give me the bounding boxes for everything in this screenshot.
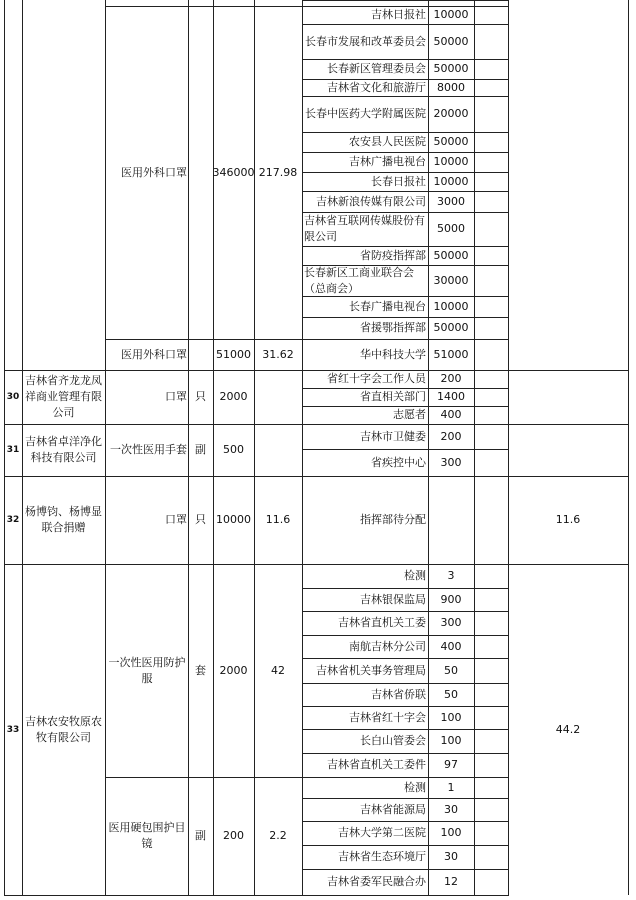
row-number: 31 — [6, 445, 20, 455]
recipient-quantity: 200 — [440, 372, 462, 385]
recipient-name: 志愿者 — [393, 408, 426, 421]
recipient-quantity: 400 — [440, 408, 462, 421]
unit: 只 — [195, 513, 206, 526]
recipient-name: 农安县人民医院 — [349, 135, 426, 148]
donor-name: 吉林农安牧原农牧有限公司 — [25, 714, 102, 744]
recipient-name: 吉林省机关事务管理局 — [316, 663, 426, 677]
recipient-quantity: 50000 — [433, 62, 469, 75]
recipient-quantity: 1400 — [437, 390, 465, 403]
column-border — [105, 0, 106, 895]
recipient-quantity: 50 — [444, 663, 458, 677]
quantity: 200 — [223, 829, 244, 842]
table-bottom-border — [4, 895, 509, 896]
recipient-name: 检测 — [404, 569, 426, 582]
recipient-quantity: 30000 — [433, 273, 469, 287]
recipient-name: 长春市发展和改革委员会 — [305, 34, 426, 48]
recipient-quantity: 3000 — [437, 194, 465, 208]
column-border — [474, 0, 475, 895]
recipient-quantity: 8000 — [437, 80, 465, 94]
recipient-quantity: 10000 — [433, 299, 469, 313]
recipient-name: 省疾控中心 — [371, 455, 426, 469]
item-name: 口罩 — [165, 390, 187, 403]
recipient-quantity: 50000 — [433, 135, 469, 148]
recipient-name: 吉林省能源局 — [360, 802, 426, 816]
recipient-name: 吉林省侨联 — [371, 687, 426, 701]
item-name: 医用外科口罩 — [121, 165, 187, 179]
unit — [188, 6, 213, 339]
recipient-name: 吉林省委军民融合办 — [327, 875, 426, 888]
recipient-name: 长春广播电视台 — [349, 299, 426, 313]
column-border — [22, 0, 23, 895]
unit: 只 — [195, 390, 206, 403]
recipient-name: 吉林省生态环境厅 — [338, 850, 426, 863]
recipient-name: 长春日报社 — [371, 174, 426, 188]
unit: 副 — [195, 443, 206, 456]
recipient-name: 吉林省直机关工委 — [338, 616, 426, 629]
row-number: 33 — [6, 724, 20, 735]
quantity: 346000 — [212, 165, 255, 179]
donor-name: 杨博钧、杨博显联合捐赠 — [25, 505, 102, 534]
unit: 套 — [195, 663, 206, 677]
recipient-name: 吉林新浪传媒有限公司 — [316, 194, 426, 208]
column-border — [302, 0, 303, 895]
recipient-name: 吉林日报社 — [371, 8, 426, 21]
recipient-name: 吉林市卫健委 — [360, 429, 426, 443]
recipient-quantity: 10000 — [433, 174, 469, 188]
recipient-name: 指挥部待分配 — [360, 513, 426, 526]
recipient-name: 华中科技大学 — [360, 347, 426, 361]
recipient-name: 吉林省红十字会 — [349, 710, 426, 724]
row-number: 32 — [6, 515, 20, 525]
unit — [188, 339, 213, 370]
unit: 副 — [195, 829, 206, 842]
recipient-name: 长春新区工商业联合会（总商会） — [304, 265, 414, 295]
amount: 42 — [271, 663, 285, 677]
item-name: 一次性医用防护服 — [108, 655, 186, 685]
recipient-quantity: 50000 — [433, 321, 469, 334]
recipient-quantity: 100 — [440, 710, 462, 724]
amount: 217.98 — [258, 165, 298, 179]
recipient-quantity: 400 — [440, 639, 462, 653]
recipient-quantity: 20000 — [433, 107, 469, 120]
table-right-border — [628, 0, 629, 895]
amount — [254, 370, 302, 424]
recipient-quantity: 100 — [440, 734, 462, 747]
item-name: 口罩 — [165, 513, 187, 526]
recipient-quantity: 300 — [440, 616, 462, 629]
recipient-quantity — [428, 476, 474, 564]
donor-name: 吉林省齐龙龙凤祥商业管理有限公司 — [25, 374, 102, 419]
recipient-quantity: 1 — [447, 780, 455, 794]
recipient-name: 省直相关部门 — [360, 390, 426, 403]
recipient-name: 吉林广播电视台 — [349, 155, 426, 168]
quantity: 51000 — [216, 347, 251, 361]
row-total: 11.6 — [555, 513, 581, 526]
recipient-name: 省红十字会工作人员 — [327, 372, 426, 385]
recipient-quantity: 51000 — [433, 347, 469, 361]
recipient-quantity: 10000 — [433, 155, 469, 168]
quantity: 2000 — [219, 663, 248, 677]
recipient-quantity: 10000 — [433, 8, 469, 21]
recipient-name: 吉林省文化和旅游厅 — [327, 80, 426, 94]
recipient-quantity: 5000 — [437, 222, 465, 235]
item-name: 医用外科口罩 — [121, 347, 187, 361]
recipient-quantity: 200 — [440, 429, 462, 443]
recipient-name: 长春新区管理委员会 — [327, 62, 426, 75]
item-name: 医用硬包围护目镜 — [108, 821, 186, 850]
row-number: 30 — [6, 392, 20, 402]
quantity: 2000 — [219, 390, 248, 403]
recipient-quantity: 30 — [444, 850, 458, 863]
recipient-quantity: 100 — [440, 826, 462, 839]
recipient-name: 南航吉林分公司 — [349, 639, 426, 653]
recipient-name: 检测 — [404, 780, 426, 794]
recipient-name: 长春中医药大学附属医院 — [305, 107, 426, 120]
row-total: 44.2 — [555, 722, 581, 736]
recipient-quantity: 30 — [444, 802, 458, 816]
recipient-name: 吉林省直机关工委件 — [327, 758, 426, 771]
recipient-quantity: 50000 — [433, 34, 469, 48]
table-top-border — [302, 0, 508, 1]
amount: 11.6 — [265, 513, 291, 526]
donor-name: 吉林省卓洋净化科技有限公司 — [25, 435, 102, 464]
recipient-quantity: 300 — [440, 455, 462, 469]
recipient-quantity: 900 — [440, 592, 462, 606]
recipient-name: 吉林大学第二医院 — [338, 826, 426, 839]
recipient-quantity: 50 — [444, 687, 458, 701]
quantity: 500 — [223, 443, 244, 456]
recipient-name: 吉林省互联网传媒股份有限公司 — [304, 214, 425, 243]
recipient-name: 长白山管委会 — [360, 734, 426, 747]
amount — [254, 424, 302, 476]
item-name: 一次性医用手套 — [110, 443, 187, 456]
amount: 31.62 — [262, 347, 294, 361]
amount: 2.2 — [269, 829, 287, 842]
recipient-quantity: 12 — [444, 875, 458, 888]
recipient-name: 省援鄂指挥部 — [360, 321, 426, 334]
recipient-quantity: 97 — [444, 758, 458, 771]
recipient-quantity: 50000 — [433, 248, 469, 262]
recipient-quantity: 3 — [447, 569, 455, 582]
quantity: 10000 — [216, 513, 251, 526]
recipient-name: 省防疫指挥部 — [360, 248, 426, 262]
recipient-name: 吉林银保监局 — [360, 592, 426, 606]
